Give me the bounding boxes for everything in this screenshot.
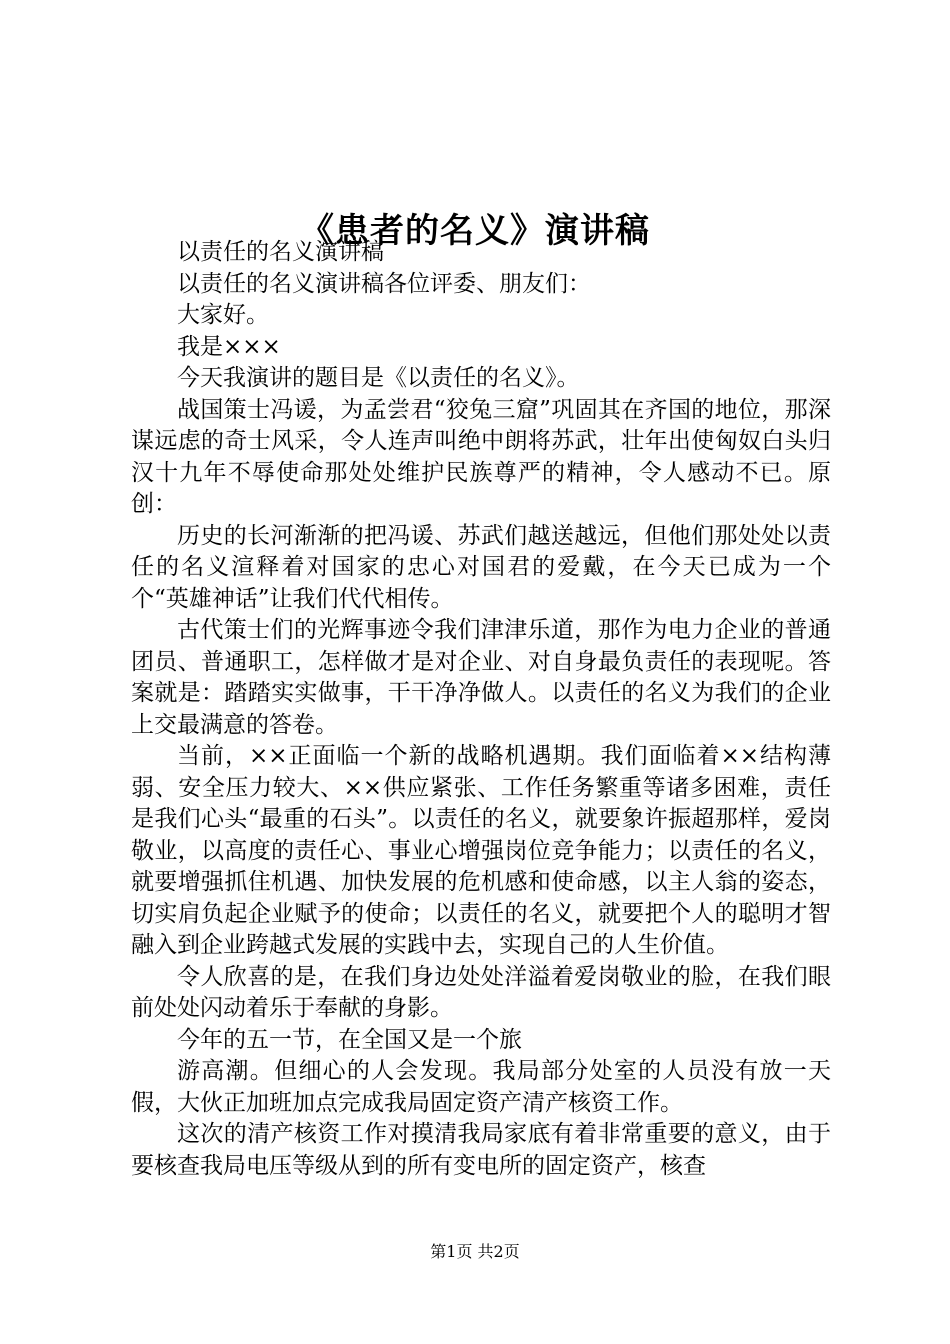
paragraph: 令人欣喜的是，在我们身边处处洋溢着爱岗敬业的脸，在我们眼前处处闪动着乐于奉献的身影。 [131,963,831,1021]
paragraph: 我是××× [177,333,281,360]
paragraph: 以责任的名义演讲稿各位评委、朋友们： [177,270,591,297]
paragraph: 游高潮。但细心的人会发现。我局部分处室的人员没有放一天假，大伙正加班加点完成我局固定资产清产核资工作。 [131,1058,831,1116]
paragraph: 大家好。 [177,302,269,328]
paragraph: 历史的长河渐渐的把冯谖、苏武们越送越远，但他们那处处以责任的名义渲释着对国家的忠心对国君的爱戴，在今天已成为一个个“英雄神话”让我们代代相传。 [131,522,831,612]
paragraph: 今天我演讲的题目是《以责任的名义》。 [177,365,580,391]
document-title: 《患者的名义》演讲稿 [300,210,650,251]
paragraph: 以责任的名义演讲稿 [177,239,384,265]
paragraph: 今年的五一节，在全国又是一个旅 [177,1026,522,1053]
document-body [131,237,831,1182]
paragraph: 战国策士冯谖，为孟尝君“狡兔三窟”巩固其在齐国的地位，那深谋远虑的奇士风采，令人连声叫绝中朗将苏武，壮年出使匈奴白头归汉十九年不辱使命那处处维护民族尊严的精神，令人感动不已。原创： [131,396,831,517]
page-footer: 第1页 共2页 [430,1242,520,1261]
paragraph: 古代策士们的光辉事迹令我们津津乐道，那作为电力企业的普通团员、普通职工，怎样做才是对企业、对自身最负责任的表现呢。答案就是：踏踏实实做事，干干净净做人。以责任的名义为我们的企业上交最满意的答卷。 [131,617,831,738]
paragraph: 这次的清产核资工作对摸清我局家底有着非常重要的意义，由于要核查我局电压等级从到的所有变电所的固定资产，核查 [131,1121,831,1179]
paragraph: 当前，××正面临一个新的战略机遇期。我们面临着××结构薄弱、安全压力较大、××供应紧张、工作任务繁重等诸多困难，责任是我们心头“最重的石头”。以责任的名义，就要象许振超那样，爱岗敬业，以高度的责任心、事业心增强岗位竞争能力；以责任的名义，就要增强抓住机遇、加快发展的危机感和使命感，以主人翁的姿态，切实肩负起企业赋予的使命；以责任的名义，就要把个人的聪明才智融入到企业跨越式发展的实践中去，实现自己的人生价值。 [131,743,831,958]
